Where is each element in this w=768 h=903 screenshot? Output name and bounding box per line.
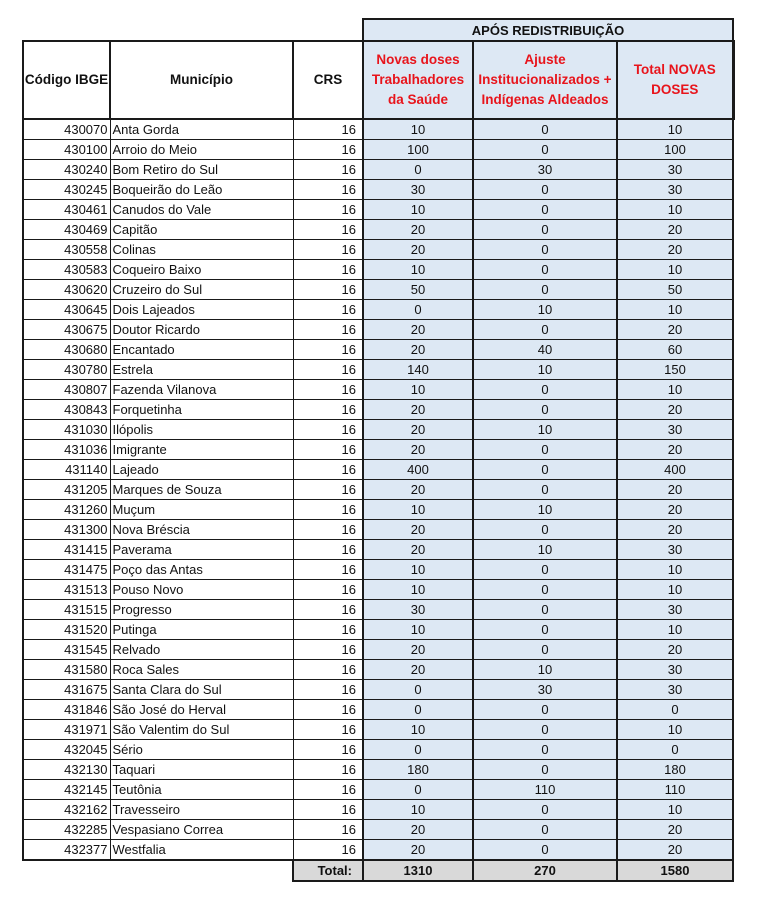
header-codigo-ibge: Código IBGE: [23, 41, 110, 119]
cell-novas-doses: 10: [363, 380, 473, 400]
group-title-apos-redistribuicao: APÓS REDISTRIBUIÇÃO: [363, 19, 733, 41]
cell-crs: 16: [293, 440, 363, 460]
table-row: [23, 180, 733, 200]
cell-total: 10: [617, 580, 733, 600]
cell-codigo-ibge: 432145: [23, 780, 110, 800]
cell-ajuste: 10: [473, 300, 617, 320]
cell-crs: 16: [293, 580, 363, 600]
cell-codigo-ibge: 431205: [23, 480, 110, 500]
cell-municipio: Anta Gorda: [110, 119, 293, 140]
cell-ajuste: 0: [473, 380, 617, 400]
cell-crs: 16: [293, 340, 363, 360]
header-novas-doses: Novas doses Trabalhadores da Saúde: [363, 41, 473, 119]
cell-municipio: Marques de Souza: [110, 480, 293, 500]
cell-municipio: Teutônia: [110, 780, 293, 800]
cell-municipio: Sério: [110, 740, 293, 760]
cell-ajuste: 0: [473, 580, 617, 600]
table-row: [23, 700, 733, 720]
cell-total: 20: [617, 840, 733, 861]
totals-row: [23, 860, 733, 881]
cell-crs: 16: [293, 360, 363, 380]
cell-novas-doses: 10: [363, 800, 473, 820]
cell-ajuste: 0: [473, 560, 617, 580]
cell-codigo-ibge: 431036: [23, 440, 110, 460]
cell-total: 100: [617, 140, 733, 160]
cell-novas-doses: 10: [363, 560, 473, 580]
cell-ajuste: 0: [473, 480, 617, 500]
cell-ajuste: 0: [473, 800, 617, 820]
cell-municipio: Canudos do Vale: [110, 200, 293, 220]
cell-total: 30: [617, 420, 733, 440]
cell-municipio: Boqueirão do Leão: [110, 180, 293, 200]
cell-codigo-ibge: 430245: [23, 180, 110, 200]
table-row: [23, 820, 733, 840]
cell-codigo-ibge: 431971: [23, 720, 110, 740]
totals-empty: [23, 860, 293, 881]
cell-novas-doses: 20: [363, 480, 473, 500]
cell-novas-doses: 0: [363, 680, 473, 700]
cell-novas-doses: 10: [363, 500, 473, 520]
cell-codigo-ibge: 430070: [23, 119, 110, 140]
cell-total: 20: [617, 440, 733, 460]
cell-municipio: Dois Lajeados: [110, 300, 293, 320]
cell-municipio: Relvado: [110, 640, 293, 660]
cell-crs: 16: [293, 680, 363, 700]
table-row: [23, 560, 733, 580]
cell-crs: 16: [293, 380, 363, 400]
cell-codigo-ibge: 431030: [23, 420, 110, 440]
cell-total: 20: [617, 640, 733, 660]
cell-codigo-ibge: 430558: [23, 240, 110, 260]
cell-novas-doses: 10: [363, 200, 473, 220]
cell-total: 20: [617, 220, 733, 240]
cell-municipio: Ilópolis: [110, 420, 293, 440]
cell-novas-doses: 20: [363, 320, 473, 340]
cell-crs: 16: [293, 200, 363, 220]
cell-crs: 16: [293, 480, 363, 500]
cell-codigo-ibge: 431520: [23, 620, 110, 640]
cell-municipio: Travesseiro: [110, 800, 293, 820]
cell-novas-doses: 20: [363, 240, 473, 260]
table-row: [23, 640, 733, 660]
cell-total: 0: [617, 740, 733, 760]
cell-codigo-ibge: 430807: [23, 380, 110, 400]
cell-total: 30: [617, 160, 733, 180]
cell-total: 10: [617, 720, 733, 740]
cell-total: 50: [617, 280, 733, 300]
cell-novas-doses: 20: [363, 340, 473, 360]
cell-municipio: Imigrante: [110, 440, 293, 460]
cell-codigo-ibge: 430240: [23, 160, 110, 180]
cell-codigo-ibge: 431545: [23, 640, 110, 660]
cell-crs: 16: [293, 500, 363, 520]
table-row: [23, 360, 733, 380]
cell-novas-doses: 20: [363, 520, 473, 540]
table-row: [23, 160, 733, 180]
table-row: [23, 260, 733, 280]
vaccine-distribution-sheet: [22, 18, 735, 882]
table-row: [23, 660, 733, 680]
cell-ajuste: 0: [473, 760, 617, 780]
cell-codigo-ibge: 431415: [23, 540, 110, 560]
cell-total: 20: [617, 240, 733, 260]
cell-total: 30: [617, 180, 733, 200]
cell-total: 10: [617, 560, 733, 580]
cell-crs: 16: [293, 220, 363, 240]
table-row: [23, 840, 733, 861]
cell-total: 30: [617, 680, 733, 700]
cell-ajuste: 10: [473, 420, 617, 440]
cell-ajuste: 0: [473, 400, 617, 420]
cell-crs: 16: [293, 760, 363, 780]
cell-municipio: Arroio do Meio: [110, 140, 293, 160]
table-row: [23, 580, 733, 600]
cell-ajuste: 0: [473, 620, 617, 640]
cell-codigo-ibge: 430100: [23, 140, 110, 160]
cell-total: 10: [617, 800, 733, 820]
cell-municipio: Paverama: [110, 540, 293, 560]
cell-codigo-ibge: 430843: [23, 400, 110, 420]
cell-total: 10: [617, 620, 733, 640]
cell-ajuste: 0: [473, 840, 617, 861]
cell-codigo-ibge: 430583: [23, 260, 110, 280]
cell-municipio: Colinas: [110, 240, 293, 260]
cell-crs: 16: [293, 540, 363, 560]
cell-total: 20: [617, 820, 733, 840]
cell-total: 180: [617, 760, 733, 780]
total-novas-doses: 1310: [363, 860, 473, 881]
table-row: [23, 380, 733, 400]
table-row: [23, 480, 733, 500]
cell-municipio: Capitão: [110, 220, 293, 240]
cell-ajuste: 0: [473, 180, 617, 200]
totals-label: Total:: [293, 860, 363, 881]
cell-codigo-ibge: 432377: [23, 840, 110, 861]
cell-codigo-ibge: 430461: [23, 200, 110, 220]
cell-codigo-ibge: 431846: [23, 700, 110, 720]
table-row: [23, 800, 733, 820]
cell-crs: 16: [293, 119, 363, 140]
cell-crs: 16: [293, 600, 363, 620]
table-row: [23, 420, 733, 440]
cell-total: 30: [617, 540, 733, 560]
cell-crs: 16: [293, 300, 363, 320]
table-row: [23, 680, 733, 700]
cell-novas-doses: 20: [363, 400, 473, 420]
cell-crs: 16: [293, 460, 363, 480]
cell-ajuste: 0: [473, 440, 617, 460]
cell-municipio: Doutor Ricardo: [110, 320, 293, 340]
cell-total: 20: [617, 320, 733, 340]
cell-codigo-ibge: 430675: [23, 320, 110, 340]
cell-ajuste: 0: [473, 720, 617, 740]
cell-novas-doses: 0: [363, 160, 473, 180]
cell-novas-doses: 20: [363, 420, 473, 440]
cell-municipio: Taquari: [110, 760, 293, 780]
cell-municipio: Forquetinha: [110, 400, 293, 420]
cell-novas-doses: 400: [363, 460, 473, 480]
cell-codigo-ibge: 430469: [23, 220, 110, 240]
cell-codigo-ibge: 431260: [23, 500, 110, 520]
cell-crs: 16: [293, 700, 363, 720]
cell-codigo-ibge: 432285: [23, 820, 110, 840]
cell-municipio: Roca Sales: [110, 660, 293, 680]
cell-codigo-ibge: 431140: [23, 460, 110, 480]
cell-novas-doses: 10: [363, 260, 473, 280]
cell-crs: 16: [293, 840, 363, 861]
cell-novas-doses: 10: [363, 720, 473, 740]
table-row: [23, 200, 733, 220]
cell-novas-doses: 20: [363, 440, 473, 460]
cell-ajuste: 110: [473, 780, 617, 800]
cell-codigo-ibge: 431300: [23, 520, 110, 540]
cell-total: 60: [617, 340, 733, 360]
cell-municipio: Vespasiano Correa: [110, 820, 293, 840]
column-header-row: [23, 41, 733, 119]
cell-total: 10: [617, 380, 733, 400]
cell-novas-doses: 30: [363, 180, 473, 200]
cell-novas-doses: 20: [363, 820, 473, 840]
cell-total: 20: [617, 400, 733, 420]
cell-crs: 16: [293, 260, 363, 280]
cell-ajuste: 0: [473, 820, 617, 840]
table-row: [23, 220, 733, 240]
cell-ajuste: 0: [473, 740, 617, 760]
cell-codigo-ibge: 432130: [23, 760, 110, 780]
cell-codigo-ibge: 431580: [23, 660, 110, 680]
table-row: [23, 520, 733, 540]
cell-total: 20: [617, 520, 733, 540]
cell-ajuste: 0: [473, 220, 617, 240]
cell-codigo-ibge: 431513: [23, 580, 110, 600]
table-row: [23, 140, 733, 160]
table-row: [23, 720, 733, 740]
cell-total: 20: [617, 500, 733, 520]
table-row: [23, 780, 733, 800]
cell-novas-doses: 0: [363, 780, 473, 800]
cell-novas-doses: 140: [363, 360, 473, 380]
cell-novas-doses: 10: [363, 580, 473, 600]
cell-municipio: Bom Retiro do Sul: [110, 160, 293, 180]
cell-crs: 16: [293, 620, 363, 640]
cell-ajuste: 0: [473, 280, 617, 300]
cell-municipio: Westfalia: [110, 840, 293, 861]
cell-total: 20: [617, 480, 733, 500]
cell-municipio: Coqueiro Baixo: [110, 260, 293, 280]
cell-municipio: Fazenda Vilanova: [110, 380, 293, 400]
cell-crs: 16: [293, 740, 363, 760]
cell-novas-doses: 10: [363, 119, 473, 140]
cell-ajuste: 0: [473, 320, 617, 340]
table-row: [23, 500, 733, 520]
table-row: [23, 300, 733, 320]
cell-total: 10: [617, 119, 733, 140]
cell-ajuste: 0: [473, 520, 617, 540]
table-row: [23, 440, 733, 460]
cell-novas-doses: 20: [363, 840, 473, 861]
cell-ajuste: 30: [473, 680, 617, 700]
distribution-table: [22, 18, 735, 882]
header-total-novas-doses: Total NOVAS DOSES: [617, 41, 733, 119]
cell-crs: 16: [293, 400, 363, 420]
cell-crs: 16: [293, 720, 363, 740]
cell-municipio: Progresso: [110, 600, 293, 620]
cell-ajuste: 0: [473, 600, 617, 620]
table-row: [23, 460, 733, 480]
cell-total: 10: [617, 300, 733, 320]
cell-ajuste: 30: [473, 160, 617, 180]
cell-novas-doses: 10: [363, 620, 473, 640]
cell-novas-doses: 0: [363, 300, 473, 320]
total-ajuste: 270: [473, 860, 617, 881]
cell-municipio: Cruzeiro do Sul: [110, 280, 293, 300]
cell-ajuste: 10: [473, 660, 617, 680]
cell-municipio: Lajeado: [110, 460, 293, 480]
cell-municipio: Nova Bréscia: [110, 520, 293, 540]
cell-crs: 16: [293, 640, 363, 660]
cell-total: 110: [617, 780, 733, 800]
cell-codigo-ibge: 431475: [23, 560, 110, 580]
table-body: [23, 119, 733, 860]
cell-ajuste: 10: [473, 540, 617, 560]
cell-total: 30: [617, 600, 733, 620]
table-row: [23, 620, 733, 640]
cell-crs: 16: [293, 560, 363, 580]
cell-novas-doses: 0: [363, 740, 473, 760]
cell-codigo-ibge: 430680: [23, 340, 110, 360]
cell-novas-doses: 20: [363, 220, 473, 240]
cell-novas-doses: 180: [363, 760, 473, 780]
cell-municipio: São Valentim do Sul: [110, 720, 293, 740]
cell-codigo-ibge: 432045: [23, 740, 110, 760]
cell-crs: 16: [293, 780, 363, 800]
empty-corner: [23, 19, 363, 41]
cell-codigo-ibge: 430620: [23, 280, 110, 300]
table-row: [23, 740, 733, 760]
cell-novas-doses: 100: [363, 140, 473, 160]
table-row: [23, 340, 733, 360]
cell-crs: 16: [293, 420, 363, 440]
group-header-row: [23, 19, 733, 41]
cell-crs: 16: [293, 660, 363, 680]
cell-total: 10: [617, 200, 733, 220]
cell-crs: 16: [293, 160, 363, 180]
cell-novas-doses: 50: [363, 280, 473, 300]
cell-novas-doses: 20: [363, 640, 473, 660]
header-ajuste: Ajuste Institucionalizados + Indígenas Aldeados: [473, 41, 617, 119]
total-novas-doses-sum: 1580: [617, 860, 733, 881]
cell-ajuste: 0: [473, 460, 617, 480]
cell-crs: 16: [293, 180, 363, 200]
cell-ajuste: 0: [473, 640, 617, 660]
cell-ajuste: 0: [473, 119, 617, 140]
cell-crs: 16: [293, 820, 363, 840]
table-row: [23, 119, 733, 140]
cell-ajuste: 0: [473, 700, 617, 720]
table-row: [23, 760, 733, 780]
cell-ajuste: 10: [473, 500, 617, 520]
cell-total: 0: [617, 700, 733, 720]
table-row: [23, 540, 733, 560]
cell-codigo-ibge: 432162: [23, 800, 110, 820]
cell-ajuste: 0: [473, 140, 617, 160]
cell-municipio: São José do Herval: [110, 700, 293, 720]
cell-ajuste: 0: [473, 240, 617, 260]
cell-crs: 16: [293, 520, 363, 540]
cell-municipio: Encantado: [110, 340, 293, 360]
cell-municipio: Estrela: [110, 360, 293, 380]
cell-total: 10: [617, 260, 733, 280]
cell-municipio: Poço das Antas: [110, 560, 293, 580]
cell-municipio: Muçum: [110, 500, 293, 520]
header-crs: CRS: [293, 41, 363, 119]
cell-novas-doses: 30: [363, 600, 473, 620]
cell-total: 30: [617, 660, 733, 680]
cell-novas-doses: 0: [363, 700, 473, 720]
cell-novas-doses: 20: [363, 660, 473, 680]
table-row: [23, 320, 733, 340]
table-row: [23, 600, 733, 620]
cell-crs: 16: [293, 140, 363, 160]
cell-codigo-ibge: 430780: [23, 360, 110, 380]
cell-municipio: Putinga: [110, 620, 293, 640]
table-row: [23, 400, 733, 420]
cell-municipio: Santa Clara do Sul: [110, 680, 293, 700]
cell-total: 400: [617, 460, 733, 480]
cell-codigo-ibge: 431675: [23, 680, 110, 700]
cell-ajuste: 40: [473, 340, 617, 360]
cell-novas-doses: 20: [363, 540, 473, 560]
cell-total: 150: [617, 360, 733, 380]
cell-crs: 16: [293, 280, 363, 300]
cell-ajuste: 0: [473, 200, 617, 220]
cell-municipio: Pouso Novo: [110, 580, 293, 600]
cell-crs: 16: [293, 800, 363, 820]
cell-crs: 16: [293, 240, 363, 260]
cell-codigo-ibge: 431515: [23, 600, 110, 620]
table-row: [23, 280, 733, 300]
header-municipio: Município: [110, 41, 293, 119]
cell-ajuste: 10: [473, 360, 617, 380]
cell-ajuste: 0: [473, 260, 617, 280]
cell-codigo-ibge: 430645: [23, 300, 110, 320]
table-row: [23, 240, 733, 260]
cell-crs: 16: [293, 320, 363, 340]
